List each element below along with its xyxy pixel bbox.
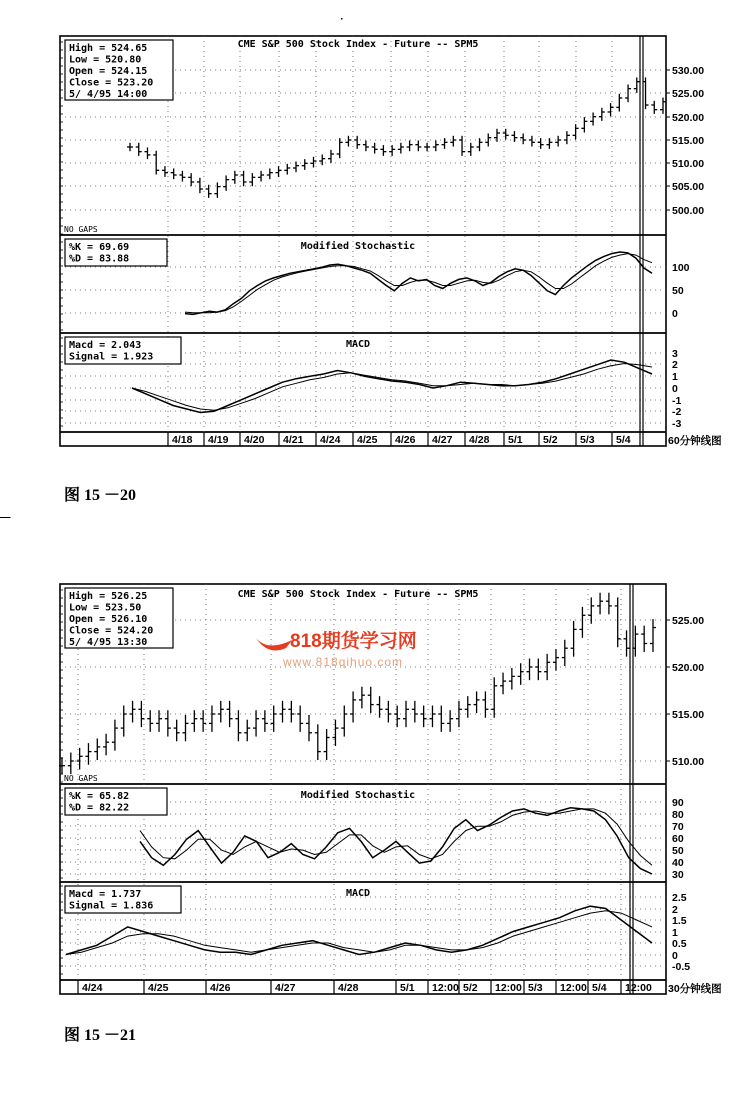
- x-tick-label: 5/1: [400, 982, 415, 994]
- ohlc-line: Low = 520.80: [69, 54, 142, 66]
- stoch-tick-label: 60: [672, 833, 684, 845]
- x-tick-label: 12:00: [625, 982, 652, 994]
- price-tick-label: 520.00: [672, 112, 705, 124]
- macd-tick-label: 1: [672, 927, 678, 939]
- ohlc-line: 5/ 4/95 13:30: [69, 637, 148, 648]
- macd-line: Signal = 1.836: [69, 900, 154, 912]
- figure-1: [60, 36, 722, 504]
- x-tick-label: 4/26: [395, 434, 416, 446]
- x-tick-label: 5/3: [528, 982, 543, 994]
- macd-box: [65, 886, 181, 913]
- x-tick-label: 4/26: [210, 982, 231, 994]
- stoch-tick-label: 40: [672, 857, 684, 869]
- watermark-url: www.818qihuo.com: [283, 655, 404, 669]
- macd-tick-label: 3: [672, 348, 678, 360]
- chart-title: CME S&P 500 Stock Index - Future -- SPM5: [237, 39, 479, 50]
- stoch-tick-label: 30: [672, 869, 684, 881]
- stoch-line: %D = 83.88: [69, 253, 130, 265]
- macd-tick-label: 0: [672, 383, 678, 395]
- price-tick-label: 500.00: [672, 205, 705, 217]
- price-tick-label: 505.00: [672, 181, 705, 193]
- macd-tick-label: 2.5: [672, 892, 687, 904]
- stoch-box: [65, 239, 167, 266]
- stoch-k-line: [185, 252, 652, 314]
- macd-title: MACD: [345, 888, 371, 899]
- macd-tick-label: -3: [672, 418, 682, 430]
- price-tick-label: 530.00: [672, 65, 705, 77]
- macd-line: Macd = 1.737: [69, 889, 142, 900]
- page-side-mark: —: [0, 511, 11, 523]
- x-tick-label: 4/25: [357, 434, 378, 446]
- figure-2: [59, 584, 722, 1044]
- x-tick-label: 4/20: [244, 434, 265, 446]
- x-tick-label: 4/27: [432, 434, 453, 446]
- ohlc-box: [65, 40, 173, 100]
- stoch-d-line: [185, 254, 652, 313]
- x-tick-label: 4/24: [82, 982, 103, 994]
- price-bars: [127, 77, 666, 197]
- x-tick-label: 4/18: [172, 434, 193, 446]
- ohlc-line: Open = 526.10: [69, 614, 148, 625]
- ohlc-line: 5/ 4/95 14:00: [69, 89, 148, 100]
- stoch-tick-label: 80: [672, 809, 684, 821]
- stoch-title: Modified Stochastic: [300, 790, 416, 801]
- signal-line-series: [132, 364, 652, 411]
- price-tick-label: 510.00: [672, 158, 705, 170]
- macd-tick-label: 2: [672, 904, 678, 916]
- figure-caption: 图 15 －21: [64, 1027, 137, 1044]
- x-tick-label: 5/2: [543, 434, 558, 446]
- ohlc-line: Low = 523.50: [69, 602, 142, 614]
- stoch-title: Modified Stochastic: [300, 241, 416, 252]
- x-tick-label: 5/3: [580, 434, 595, 446]
- watermark-logo-icon: [256, 638, 292, 650]
- macd-box: [65, 337, 181, 364]
- stoch-box: [65, 788, 167, 815]
- timeframe-label: 30分钟线图: [668, 983, 722, 995]
- stoch-tick-label: 70: [672, 821, 684, 833]
- no-gaps-label: NO GAPS: [64, 225, 98, 234]
- signal-line-series: [66, 911, 652, 955]
- macd-tick-label: 1: [672, 371, 678, 383]
- price-tick-label: 525.00: [672, 88, 705, 100]
- macd-tick-label: -1: [672, 395, 682, 407]
- ohlc-line: High = 526.25: [69, 591, 148, 602]
- ohlc-line: Open = 524.15: [69, 66, 148, 77]
- stoch-line: %K = 69.69: [69, 242, 130, 253]
- macd-title: MACD: [345, 339, 371, 350]
- ohlc-line: High = 524.65: [69, 43, 148, 54]
- x-tick-label: 4/21: [283, 434, 304, 446]
- macd-tick-label: 2: [672, 359, 678, 371]
- macd-tick-label: 1.5: [672, 915, 687, 927]
- no-gaps-label: NO GAPS: [64, 774, 98, 783]
- page-dot-mark: ·: [340, 13, 344, 25]
- macd-tick-label: -0.5: [672, 961, 691, 973]
- stoch-tick-label: 0: [672, 308, 678, 320]
- x-tick-label: 4/28: [469, 434, 490, 446]
- watermark-brand: 818期货学习网: [290, 631, 417, 652]
- x-tick-label: 5/4: [592, 982, 607, 994]
- macd-tick-label: 0: [672, 950, 678, 962]
- macd-tick-label: 0.5: [672, 938, 687, 950]
- macd-tick-label: -2: [672, 406, 682, 418]
- x-tick-label: 5/4: [616, 434, 631, 446]
- timeframe-label: 60分钟线图: [668, 435, 722, 447]
- ohlc-line: Close = 524.20: [69, 625, 154, 637]
- x-tick-label: 12:00: [560, 982, 587, 994]
- price-tick-label: 520.00: [672, 662, 705, 674]
- x-tick-label: 5/2: [463, 982, 478, 994]
- chart-title: CME S&P 500 Stock Index - Future -- SPM5: [237, 589, 479, 600]
- x-tick-label: 12:00: [495, 982, 522, 994]
- stoch-tick-label: 50: [672, 285, 684, 297]
- macd-line: Macd = 2.043: [69, 340, 142, 351]
- ohlc-line: Close = 523.20: [69, 77, 154, 89]
- x-tick-label: 4/24: [320, 434, 341, 446]
- figure-caption: 图 15 －20: [64, 487, 137, 504]
- watermark: [256, 629, 417, 669]
- price-tick-label: 525.00: [672, 615, 705, 627]
- stoch-tick-label: 50: [672, 845, 684, 857]
- stoch-tick-label: 90: [672, 797, 684, 809]
- stoch-line: %D = 82.22: [69, 802, 130, 814]
- ohlc-box: [65, 588, 173, 648]
- x-tick-label: 12:00: [432, 982, 459, 994]
- stoch-line: %K = 65.82: [69, 791, 130, 802]
- stoch-tick-label: 100: [672, 262, 690, 274]
- x-tick-label: 4/28: [338, 982, 359, 994]
- x-tick-label: 5/1: [508, 434, 523, 446]
- x-tick-label: 4/19: [208, 434, 229, 446]
- price-tick-label: 515.00: [672, 709, 705, 721]
- x-tick-label: 4/27: [275, 982, 296, 994]
- price-tick-label: 510.00: [672, 756, 705, 768]
- x-tick-label: 4/25: [148, 982, 169, 994]
- macd-line-series: [132, 360, 652, 413]
- macd-line: Signal = 1.923: [69, 351, 154, 363]
- price-tick-label: 515.00: [672, 135, 705, 147]
